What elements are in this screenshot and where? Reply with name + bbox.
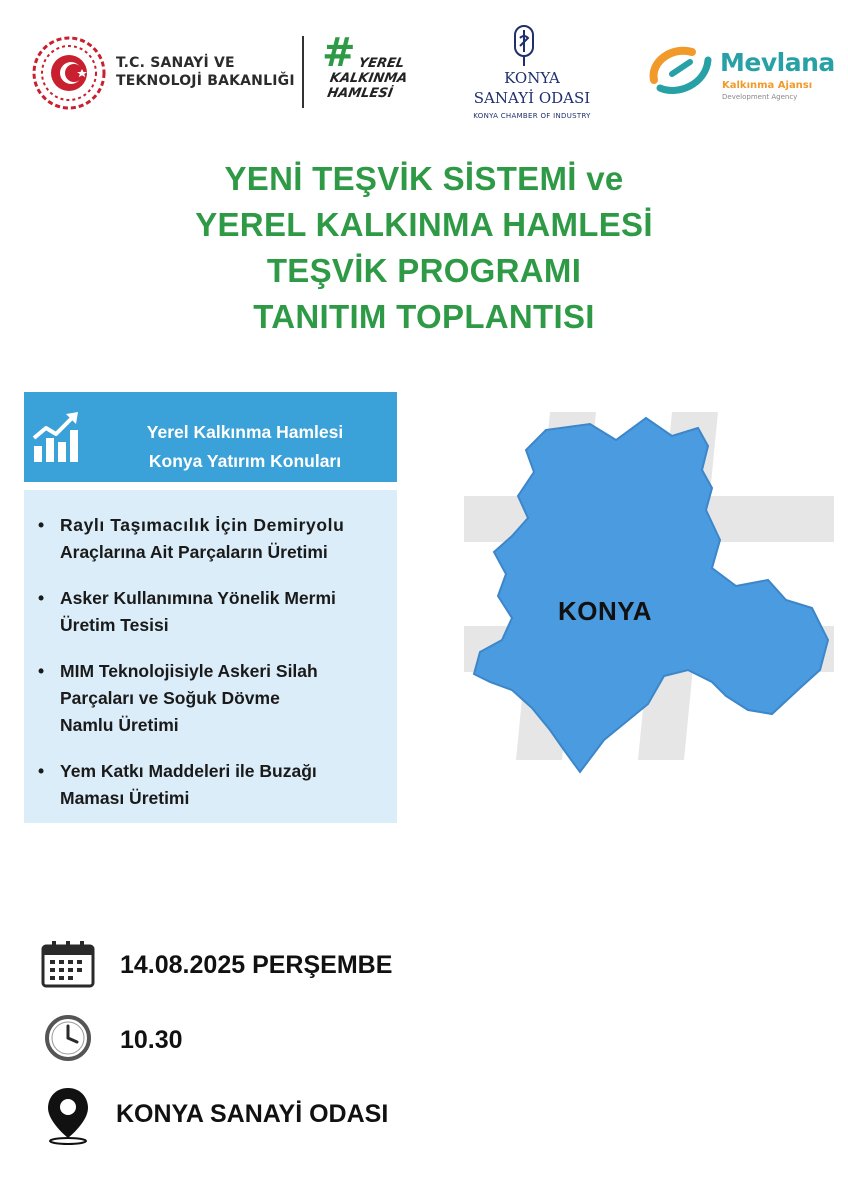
mevlana-subtitle-en: Development Agency xyxy=(722,93,798,101)
title-line-4: TANITIM TOPLANTISI xyxy=(253,298,595,335)
kso-name-line1: KONYA xyxy=(504,69,560,87)
bullet: • xyxy=(38,761,45,781)
topics-panel-body xyxy=(24,490,397,823)
ykh-line1: YEREL xyxy=(357,56,406,71)
topic-2-line1: Asker Kullanımına Yönelik Mermi xyxy=(60,588,336,608)
map-graphic xyxy=(450,400,848,780)
ministry-name-line2: TEKNOLOJİ BAKANLIĞI xyxy=(116,73,295,89)
topic-4-line1: Yem Katkı Maddeleri ile Buzağı xyxy=(60,761,317,781)
topics-panel-header xyxy=(24,392,397,482)
ykh-line2: KALKINMA xyxy=(328,71,409,86)
ykh-line3: HAMLESİ xyxy=(326,86,394,101)
ministry-name xyxy=(116,54,295,90)
location-pin-icon xyxy=(44,1086,100,1146)
event-time: 10.30 xyxy=(120,1026,183,1054)
event-location: KONYA SANAYİ ODASI xyxy=(116,1100,389,1128)
calendar-icon xyxy=(40,940,96,990)
topic-1-line2: Araçlarına Ait Parçaların Üretimi xyxy=(60,542,328,562)
topic-4-line2: Maması Üretimi xyxy=(60,788,190,808)
mevlana-name: Mevlana xyxy=(720,48,835,77)
topic-list xyxy=(38,512,388,831)
bullet: • xyxy=(38,661,45,681)
list-item xyxy=(38,512,388,566)
topic-1-line1: Raylı Taşımacılık İçin Demiryolu xyxy=(60,515,345,535)
topic-3-line1: MIM Teknolojisiyle Askeri Silah xyxy=(60,661,318,681)
event-location-row xyxy=(40,1086,740,1146)
kso-name-line2: SANAYİ ODASI xyxy=(473,89,591,107)
yerel-kalkinma-hamlesi-logo xyxy=(322,30,412,114)
logo-divider xyxy=(302,36,304,108)
page-title xyxy=(0,156,848,340)
panel-heading-line2: Konya Yatırım Konuları xyxy=(148,451,342,471)
bullet: • xyxy=(38,588,45,608)
kso-subtitle: KONYA CHAMBER OF INDUSTRY xyxy=(473,112,591,120)
konya-sanayi-odasi-logo xyxy=(462,24,602,124)
topic-3-line3: Namlu Üretimi xyxy=(60,715,179,735)
mevlana-kalkinma-ajansi-logo xyxy=(648,40,838,110)
topic-2-line2: Üretim Tesisi xyxy=(60,615,169,635)
title-line-2: YEREL KALKINMA HAMLESİ xyxy=(195,206,653,243)
list-item xyxy=(38,758,388,812)
title-line-1: YENİ TEŞVİK SİSTEMİ ve xyxy=(224,160,624,197)
province-label: KONYA xyxy=(558,596,653,626)
list-item xyxy=(38,585,388,639)
topic-3-line2: Parçaları ve Soğuk Dövme xyxy=(60,688,280,708)
title-line-3: TEŞVİK PROGRAMI xyxy=(266,252,582,289)
ministry-emblem-icon xyxy=(32,36,106,110)
konya-map xyxy=(450,400,848,780)
list-item xyxy=(38,658,388,739)
event-time-row xyxy=(40,1014,740,1074)
hashtag-icon: # xyxy=(322,30,356,76)
clock-icon xyxy=(44,1014,100,1064)
kso-emblem-icon xyxy=(512,24,536,68)
header-logos xyxy=(0,0,848,130)
ministry-name-line1: T.C. SANAYİ VE xyxy=(116,55,235,71)
event-date-row xyxy=(40,940,740,1000)
growth-chart-icon xyxy=(30,408,82,464)
bullet: • xyxy=(38,515,45,535)
event-date: 14.08.2025 PERŞEMBE xyxy=(120,951,393,979)
panel-heading-line1: Yerel Kalkınma Hamlesi xyxy=(146,422,344,442)
mevlana-mark-icon xyxy=(648,40,714,98)
mevlana-subtitle: Kalkınma Ajansı xyxy=(722,80,813,91)
